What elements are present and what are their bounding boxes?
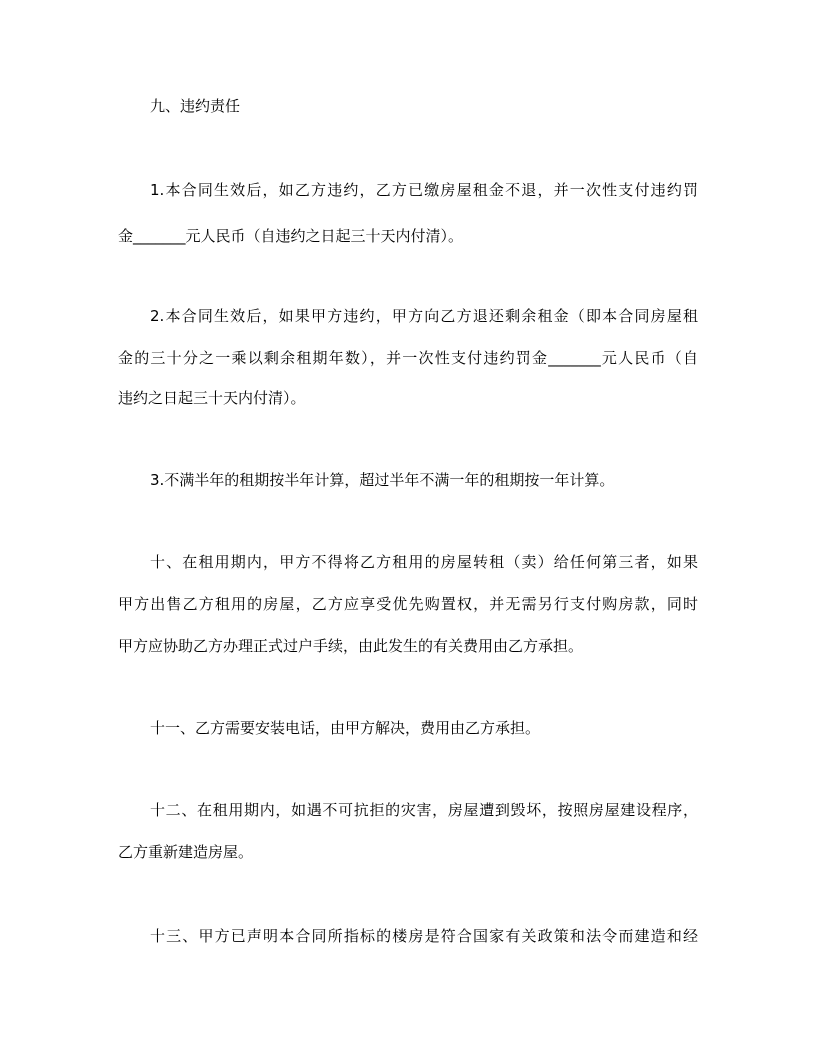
article-10-line-3: 甲方应协助乙方办理正式过户手续，由此发生的有关费用由乙方承担。 [118,637,584,655]
article-12-line-1: 十二、在租用期内，如遇不可抗拒的灾害，房屋遭到毁坏，按照房屋建设程序， [150,801,698,819]
section-heading-breach-liability: 九、违约责任 [150,97,241,115]
article-10-line-1: 十、在租用期内，甲方不得将乙方租用的房屋转租（卖）给任何第三者，如果 [150,553,698,571]
clause-2-line-3: 违约之日起三十天内付清）。 [118,389,306,407]
clause-1-line-1: 1.本合同生效后，如乙方违约，乙方已缴房屋租金不退，并一次性支付违约罚 [150,181,698,199]
article-10-line-2: 甲方出售乙方租用的房屋，乙方应享受优先购置权，并无需另行支付购房款，同时 [118,595,698,613]
clause-2-line-1: 2.本合同生效后，如果甲方违约，甲方向乙方退还剩余租金（即本合同房屋租 [150,307,698,325]
article-12-line-2: 乙方重新建造房屋。 [118,843,254,861]
clause-2-line-2: 金的三十分之一乘以剩余租期年数），并一次性支付违约罚金_______元人民币（自 [118,349,698,367]
article-11-line-1: 十一、乙方需要安装电话，由甲方解决，费用由乙方承担。 [150,719,541,737]
article-13-line-1: 十三、甲方已声明本合同所指标的楼房是符合国家有关政策和法令而建造和经 [150,927,698,945]
clause-1-line-2: 金_______元人民币（自违约之日起三十天内付清）。 [118,227,464,245]
clause-3-line-1: 3.不满半年的租期按半年计算，超过半年不满一年的租期按一年计算。 [150,471,615,489]
